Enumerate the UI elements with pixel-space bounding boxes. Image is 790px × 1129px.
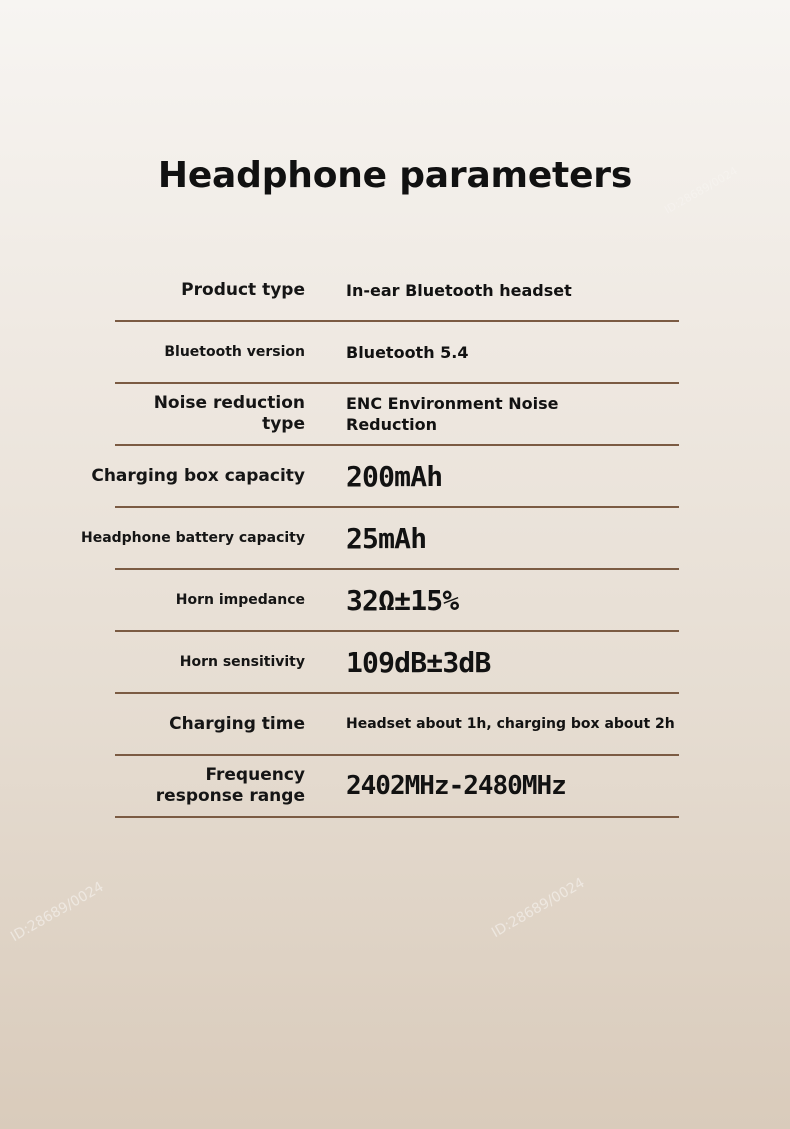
row-label: Bluetooth version <box>164 344 305 360</box>
table-row-horn-impedance <box>115 570 679 632</box>
row-label: Horn impedance <box>175 592 305 608</box>
watermark-text: ID:28689/0024 <box>662 164 740 217</box>
row-label: Charging box capacity <box>91 466 305 486</box>
table-row-horn-sensitivity <box>115 632 679 694</box>
row-value: Headset about 1h, charging box about 2h <box>346 716 675 732</box>
table-row-frequency-response-range <box>115 756 679 818</box>
row-label-line: response range <box>155 786 305 806</box>
row-value: Bluetooth 5.4 <box>346 342 469 362</box>
row-label: Charging time <box>169 714 305 734</box>
row-label <box>125 384 305 444</box>
row-value <box>346 384 606 444</box>
row-value: 2402MHz-2480MHz <box>346 771 566 801</box>
table-row-bluetooth-version <box>115 322 679 384</box>
row-label: Product type <box>181 280 305 300</box>
row-label: Headphone battery capacity <box>80 530 305 546</box>
row-label-line: type <box>262 414 305 434</box>
row-value: In-ear Bluetooth headset <box>346 280 572 300</box>
table-row-product-type <box>115 260 679 322</box>
row-value-line: ENC Environment Noise <box>346 394 559 413</box>
row-label: Horn sensitivity <box>179 654 305 670</box>
table-row-charging-box-capacity <box>91 446 679 508</box>
parameters-table <box>80 260 679 818</box>
row-label <box>125 756 305 816</box>
watermark-text: ID:28689/0024 <box>489 874 588 942</box>
table-row-noise-reduction-type <box>115 384 679 446</box>
row-value: 200mAh <box>346 459 443 493</box>
watermark-text: ID:28689/0024 <box>8 878 107 946</box>
row-label-line: Noise reduction <box>153 393 305 413</box>
row-value-line: Reduction <box>346 415 438 434</box>
row-value: 25mAh <box>346 521 427 555</box>
page-title: Headphone parameters <box>157 155 633 196</box>
row-value: 109dB±3dB <box>346 645 491 679</box>
row-value: 32Ω±15% <box>346 583 459 617</box>
row-label-line: Frequency <box>205 765 305 785</box>
table-row-headphone-battery-capacity <box>80 508 679 570</box>
table-row-charging-time <box>115 694 679 756</box>
